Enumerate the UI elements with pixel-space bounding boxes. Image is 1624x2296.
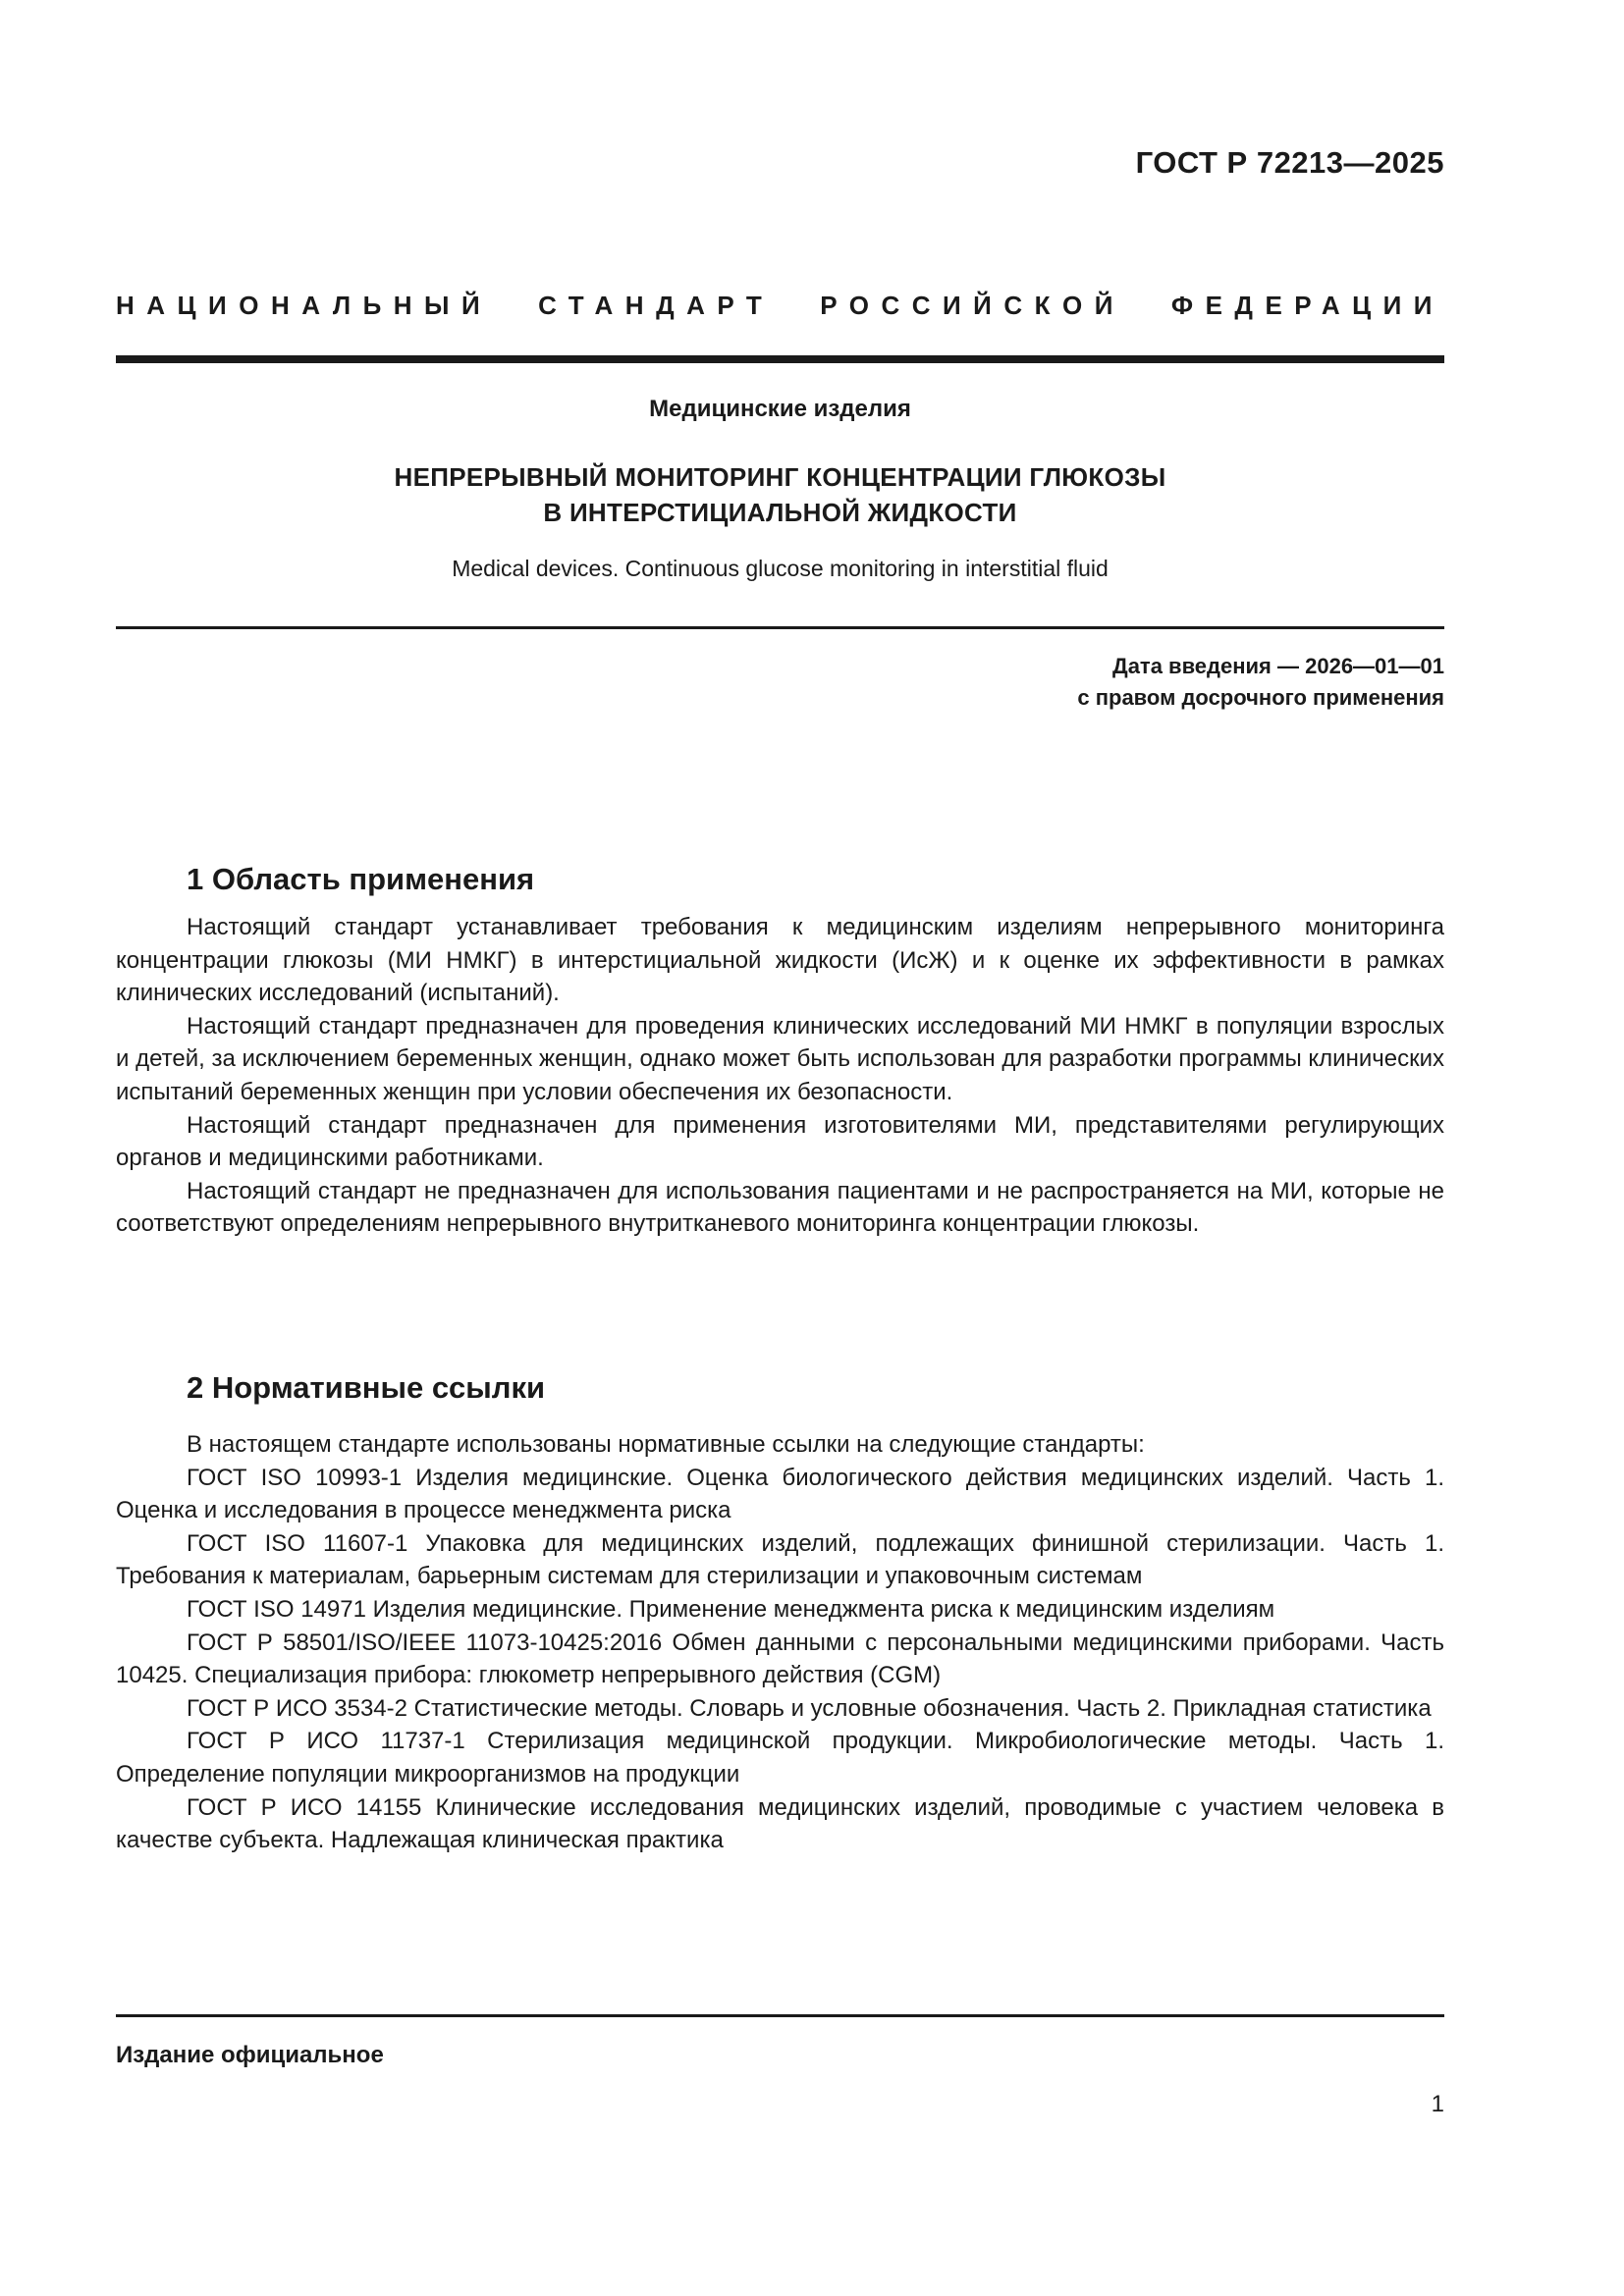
document-title bbox=[116, 459, 1444, 530]
reference-item: ГОСТ ISO 14971 Изделия медицинские. Применение менеджмента риска к медицинским изделиям bbox=[187, 1595, 1275, 1623]
standard-number: ГОСТ Р 72213—2025 bbox=[1135, 145, 1444, 180]
national-standard-banner: НАЦИОНАЛЬНЫЙ СТАНДАРТ РОССИЙСКОЙ ФЕДЕРАЦИИ bbox=[116, 291, 1444, 320]
document-subtitle: Медицинские изделия bbox=[649, 396, 911, 422]
document-title-line2: В ИНТЕРСТИЦИАЛЬНОЙ ЖИДКОСТИ bbox=[543, 498, 1017, 527]
section-2-heading: 2 Нормативные ссылки bbox=[187, 1370, 546, 1405]
section-1-body bbox=[116, 911, 1444, 1241]
title-rule bbox=[116, 626, 1444, 629]
early-application-note: с правом досрочного применения bbox=[1077, 685, 1444, 710]
footer-rule bbox=[116, 2014, 1444, 2017]
reference-item: ГОСТ Р ИСО 3534-2 Статистические методы. Словарь и условные обозначения. Часть 2. Прикладная статистика bbox=[187, 1694, 1432, 1722]
paragraph: Настоящий стандарт предназначен для применения изготовителями МИ, представителями регулирующих органов и медицинскими работниками. bbox=[116, 1111, 1444, 1172]
introduction-date: Дата введения — 2026—01—01 bbox=[1112, 654, 1444, 678]
paragraph: Настоящий стандарт не предназначен для использования пациентами и не распространяется на МИ, которые не соответствуют определениям непрерывного внутритканевого мониторинга концентрации глюкозы. bbox=[116, 1177, 1444, 1238]
section-1-heading: 1 Область применения bbox=[187, 862, 535, 896]
reference-item: ГОСТ ISO 10993-1 Изделия медицинские. Оценка биологического действия медицинских изделий. Часть 1. Оценка и исследования в процессе менеджмента риска bbox=[116, 1464, 1444, 1524]
introduction-date-block bbox=[1077, 651, 1444, 714]
reference-item: ГОСТ Р 58501/ISO/IEEE 11073-10425:2016 Обмен данными с персональными медицинскими приборами. Часть 10425. Специализация прибора: глюкометр непрерывного действия (CGM) bbox=[116, 1629, 1444, 1689]
header-rule bbox=[116, 355, 1444, 363]
paragraph: Настоящий стандарт устанавливает требования к медицинским изделиям непрерывного мониторинга концентрации глюкозы (МИ НМКГ) в интерстициальной жидкости (ИсЖ) и к оценке их эффективности в рамках клинических исследований (испытаний). bbox=[116, 914, 1444, 1007]
reference-item: ГОСТ Р ИСО 14155 Клинические исследования медицинских изделий, проводимые с участием человека в качестве субъекта. Надлежащая клиническая практика bbox=[116, 1793, 1444, 1854]
section-2-body bbox=[116, 1428, 1444, 1857]
reference-item: ГОСТ Р ИСО 11737-1 Стерилизация медицинской продукции. Микробиологические методы. Часть 1. Определение популяции микроорганизмов на продукции bbox=[116, 1728, 1444, 1788]
document-title-line1: НЕПРЕРЫВНЫЙ МОНИТОРИНГ КОНЦЕНТРАЦИИ ГЛЮКОЗЫ bbox=[394, 462, 1166, 492]
page-number: 1 bbox=[1431, 2091, 1444, 2117]
paragraph: Настоящий стандарт предназначен для проведения клинических исследований МИ НМКГ в популяции взрослых и детей, за исключением беременных женщин, однако может быть использован для разработки программы клинических испытаний беременных женщин при условии обеспечения их безопасности. bbox=[116, 1012, 1444, 1105]
official-edition-label: Издание официальное bbox=[116, 2042, 384, 2068]
paragraph: В настоящем стандарте использованы нормативные ссылки на следующие стандарты: bbox=[187, 1431, 1145, 1458]
reference-item: ГОСТ ISO 11607-1 Упаковка для медицинских изделий, подлежащих финишной стерилизации. Часть 1. Требования к материалам, барьерным системам для стерилизации и упаковочным системам bbox=[116, 1529, 1444, 1590]
english-title: Medical devices. Continuous glucose monitoring in interstitial fluid bbox=[452, 556, 1109, 581]
